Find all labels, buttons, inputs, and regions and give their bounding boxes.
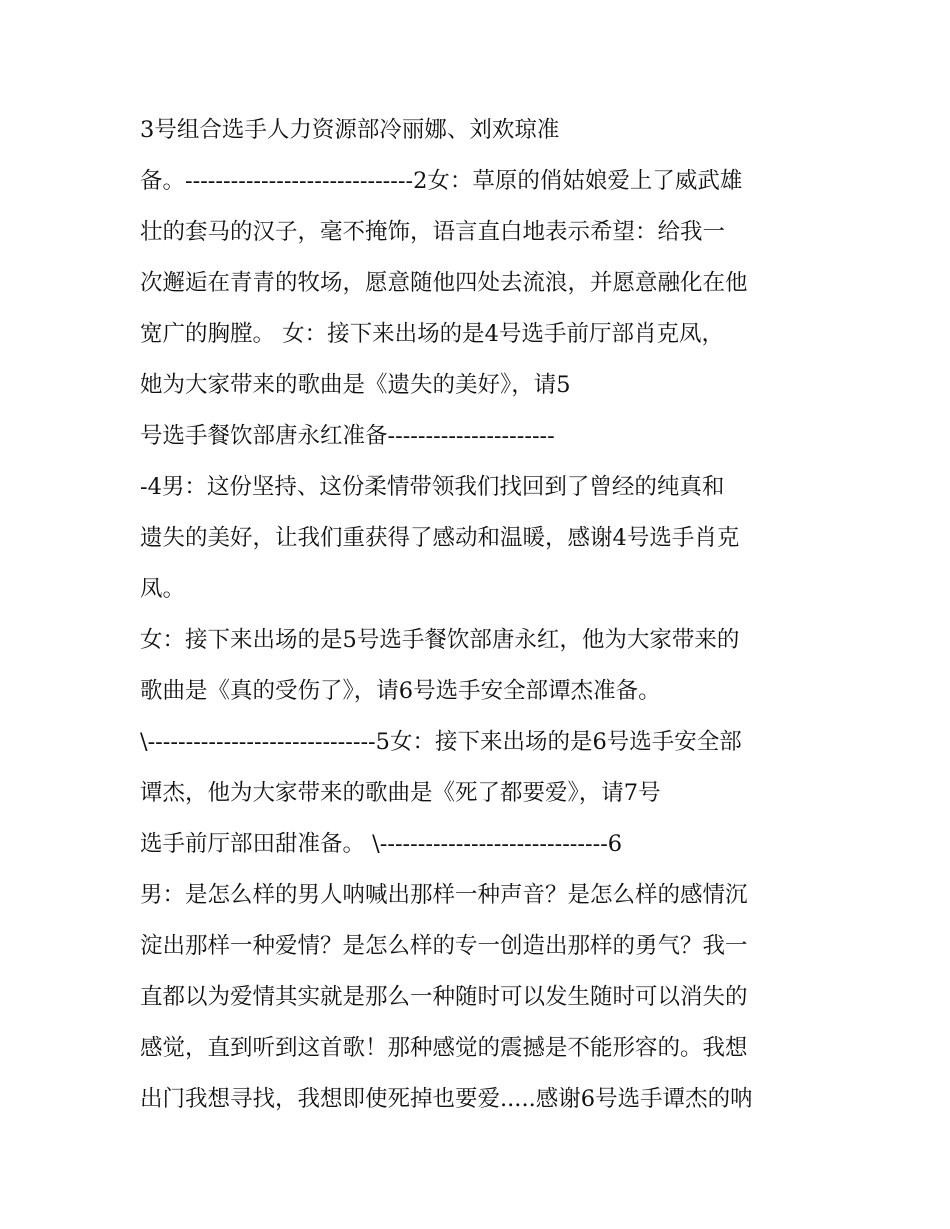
text-line: -4男：这份坚持、这份柔情带领我们找回到了曾经的纯真和 [140,474,725,500]
text-line: 壮的套马的汉子，毫不掩饰，语言直白地表示希望：给我一 [140,219,726,245]
text-line: 歌曲是《真的受伤了》，请6号选手安全部谭杰准备。 [140,678,661,704]
text-line: 她为大家带来的歌曲是《遗失的美好》，请5 [140,372,571,398]
text-line: 选手前厅部田甜准备。 \------------------------------6 [140,831,623,857]
text-line: 号选手餐饮部唐永红准备---------------------- [140,423,555,449]
text-line: 宽广的胸膛。 女：接下来出场的是4号选手前厅部肖克凤， [140,321,724,347]
text-line: 女：接下来出场的是5号选手餐饮部唐永红，他为大家带来的 [140,627,740,653]
text-line: 感觉，直到听到这首歌！那种感觉的震撼是不能形容的。我想 [140,1035,748,1061]
text-line: 谭杰，他为大家带来的歌曲是《死了都要爱》，请7号 [140,780,661,806]
text-line: 遗失的美好，让我们重获得了感动和温暖，感谢4号选手肖克 [140,525,740,551]
text-line: 次邂逅在青青的牧场，愿意随他四处去流浪，并愿意融化在他 [140,270,748,296]
text-line: 3号组合选手人力资源部冷丽娜、刘欢琼准 [140,117,560,143]
text-line: 凤。 [140,576,186,602]
text-line: 男：是怎么样的男人呐喊出那样一种声音？是怎么样的感情沉 [140,882,748,908]
text-line: 出门我想寻找，我想即使死掉也要爱.....感谢6号选手谭杰的呐 [140,1086,753,1112]
text-line: 备。------------------------------2女：草原的俏姑娘爱上了威武雄 [140,168,743,194]
text-line: 淀出那样一种爱情？是怎么样的专一创造出那样的勇气？我一 [140,933,748,959]
text-line: 直都以为爱情其实就是那么一种随时可以发生随时可以消失的 [140,984,748,1010]
text-line: \------------------------------5女：接下来出场的是6号选手安全部 [140,729,742,755]
